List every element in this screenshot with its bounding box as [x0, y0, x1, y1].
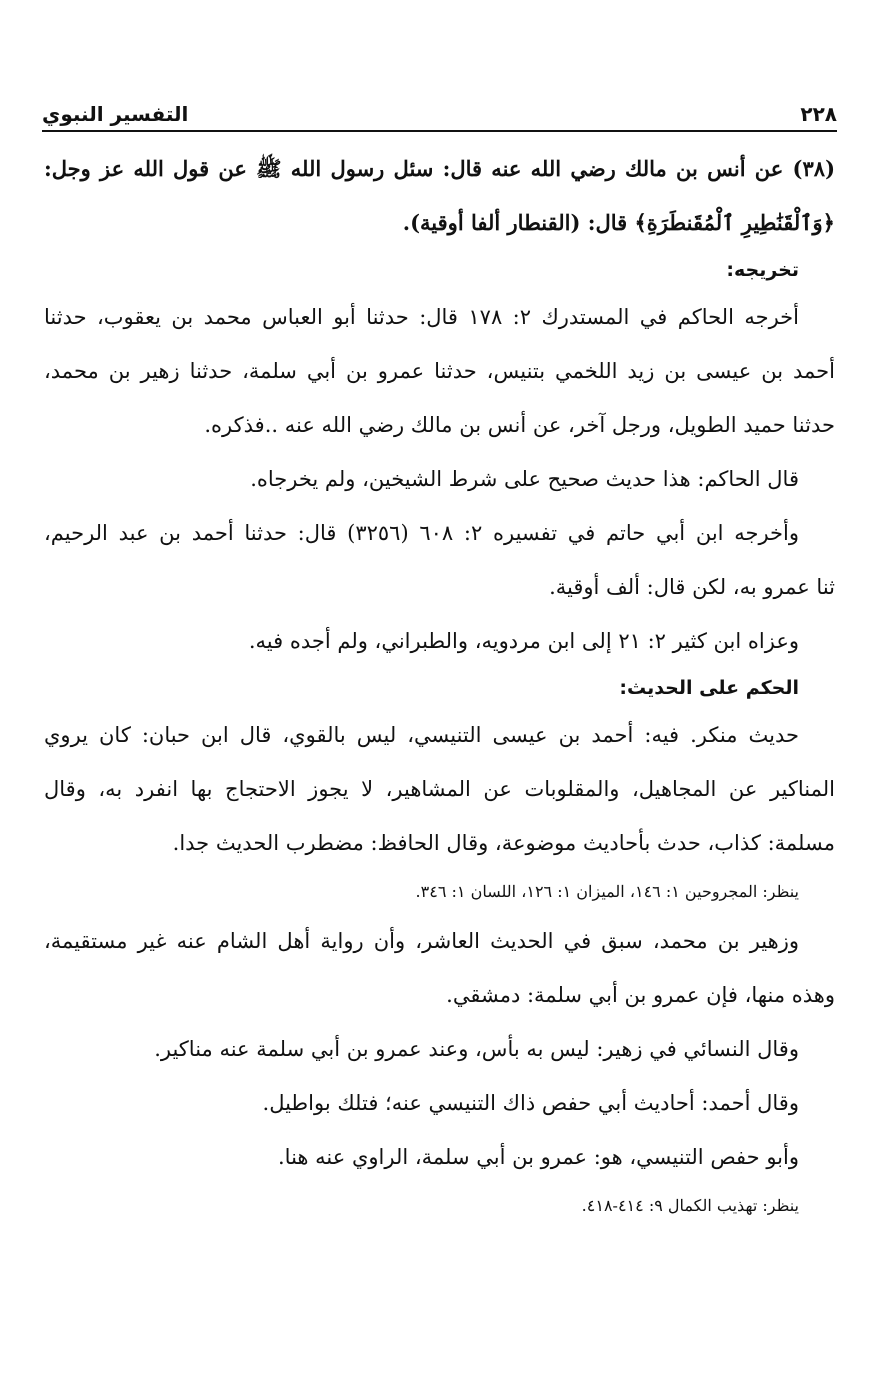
hukm-p4: وقال أحمد: أحاديث أبي حفص ذاك التنيسي عنه؛ فتلك بواطيل.: [262, 1091, 799, 1115]
hukm-p1-line-1: حديث منكر. فيه: أحمد بن عيسى التنيسي، ليس بالقوي، قال ابن حبان: كان يروي: [44, 723, 799, 747]
takhrij-p1-line-2: أحمد بن عيسى بن زيد اللخمي بتنيس، حدثنا عمرو بن أبي سلمة، حدثنا زهير بن محمد،: [44, 359, 835, 383]
takhrij-p3-line-1: وأخرجه ابن أبي حاتم في تفسيره ٢: ٦٠٨ (٣٢٥٦) قال: حدثنا أحمد بن عبد الرحيم،: [44, 521, 799, 545]
takhrij-p2: قال الحاكم: هذا حديث صحيح على شرط الشيخين، ولم يخرجاه.: [250, 467, 799, 491]
hukm-p2-line-2: وهذه منها، فإن عمرو بن أبي سلمة: دمشقي.: [446, 983, 835, 1007]
page-number: ٢٢٨: [800, 102, 837, 126]
takhrij-p4: وعزاه ابن كثير ٢: ٢١ إلى ابن مردويه، والطبراني، ولم أجده فيه.: [248, 629, 799, 653]
hukm-heading: الحكم على الحديث:: [619, 677, 799, 699]
hukm-p5: وأبو حفص التنيسي، هو: عمرو بن أبي سلمة، الراوي عنه هنا.: [278, 1145, 799, 1169]
hukm-reference-1: ينظر: المجروحين ١: ١٤٦، الميزان ١: ١٢٦، اللسان ١: ٣٤٦.: [415, 882, 799, 901]
page-body: [44, 142, 835, 1228]
hukm-p1-line-3: مسلمة: كذاب، حدث بأحاديث موضوعة، وقال الحافظ: مضطرب الحديث جدا.: [172, 831, 835, 855]
book-title: التفسير النبوي: [42, 102, 189, 126]
hukm-p3: وقال النسائي في زهير: ليس به بأس، وعند عمرو بن أبي سلمة عنه مناكير.: [154, 1037, 799, 1061]
takhrij-p1-line-3: حدثنا حميد الطويل، ورجل آخر، عن أنس بن مالك رضي الله عنه ..فذكره.: [204, 413, 835, 437]
takhrij-p3-line-2: ثنا عمرو به، لكن قال: ألف أوقية.: [549, 575, 835, 599]
running-header: [42, 96, 837, 132]
hukm-p2-line-1: وزهير بن محمد، سبق في الحديث العاشر، وأن رواية أهل الشام عنه غير مستقيمة،: [44, 929, 799, 953]
takhrij-p1-line-1: أخرجه الحاكم في المستدرك ٢: ١٧٨ قال: حدثنا أبو العباس محمد بن يعقوب، حدثنا: [44, 305, 799, 329]
hukm-reference-2: ينظر: تهذيب الكمال ٩: ٤١٤-٤١٨.: [581, 1196, 799, 1215]
takhrij-heading: تخريجه:: [726, 259, 799, 281]
hadith-line-1: (٣٨) عن أنس بن مالك رضي الله عنه قال: سئل رسول الله ﷺ عن قول الله عز وجل:: [44, 156, 835, 181]
hukm-p1-line-2: المناكير عن المجاهيل، والمقلوبات عن المشاهير، لا يجوز الاحتجاج بها انفرد به، وقال: [44, 777, 835, 801]
hadith-line-2: ﴿وَٱلْقَنَٰطِيرِ ٱلْمُقَنطَرَةِ﴾ قال: (القنطار ألفا أوقية).: [402, 210, 835, 235]
